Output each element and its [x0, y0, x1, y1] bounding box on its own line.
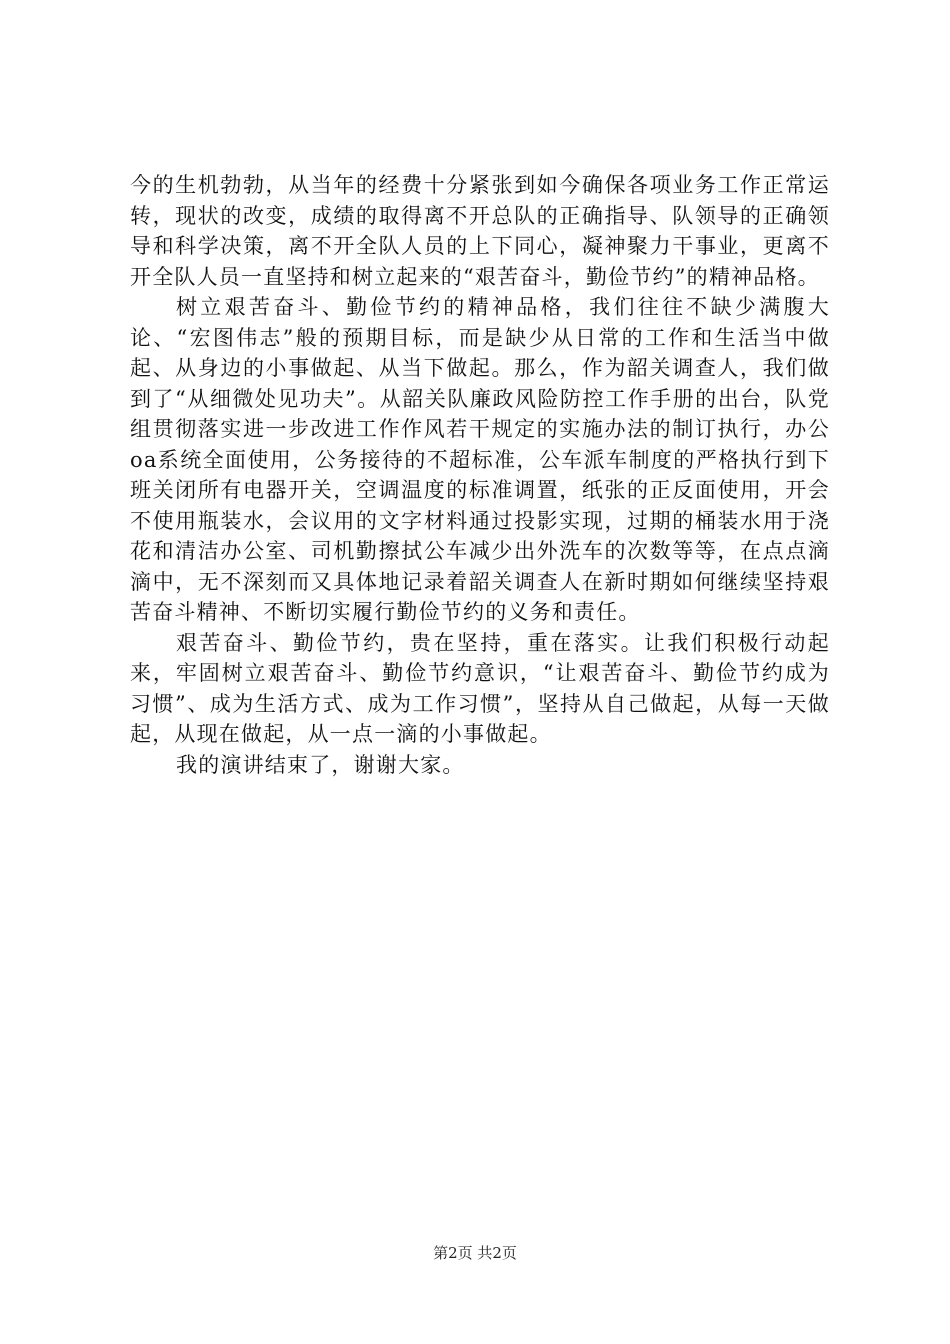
paragraph-continued: 今的生机勃勃，从当年的经费十分紧张到如今确保各项业务工作正常运转，现状的改变，成绩的取得离不开总队的正确指导、队领导的正确领导和科学决策，离不开全队人员的上下同心，凝神聚力干事业，更离不开全队人员一直坚持和树立起来的“艰苦奋斗，勤俭节约”的精神品格。: [130, 173, 830, 289]
paragraph: 艰苦奋斗、勤俭节约，贵在坚持，重在落实。让我们积极行动起来，牢固树立艰苦奋斗、勤俭节约意识，“让艰苦奋斗、勤俭节约成为习惯”、成为生活方式、成为工作习惯”，坚持从自己做起，从每一天做起，从现在做起，从一点一滴的小事做起。: [130, 630, 830, 746]
paragraph-closing: 我的演讲结束了，谢谢大家。: [176, 752, 465, 777]
document-body: [130, 170, 830, 780]
page-number-footer: 第2页 共2页: [433, 1244, 517, 1262]
paragraph: 树立艰苦奋斗、勤俭节约的精神品格，我们往往不缺少满腹大论、“宏图伟志”般的预期目标，而是缺少从日常的工作和生活当中做起、从身边的小事做起、从当下做起。那么，作为韶关调查人，我们做到了“从细微处见功夫”。从韶关队廉政风险防控工作手册的出台，队党组贯彻落实进一步改进工作作风若干规定的实施办法的制订执行，办公oa系统全面使用，公务接待的不超标准，公车派车制度的严格执行到下班关闭所有电器开关，空调温度的标准调置，纸张的正反面使用，开会不使用瓶装水，会议用的文字材料通过投影实现，过期的桶装水用于浇花和清洁办公室、司机勤擦拭公车减少出外洗车的次数等等，在点点滴滴中，无不深刻而又具体地记录着韶关调查人在新时期如何继续坚持艰苦奋斗精神、不断切实履行勤俭节约的义务和责任。: [130, 295, 830, 624]
